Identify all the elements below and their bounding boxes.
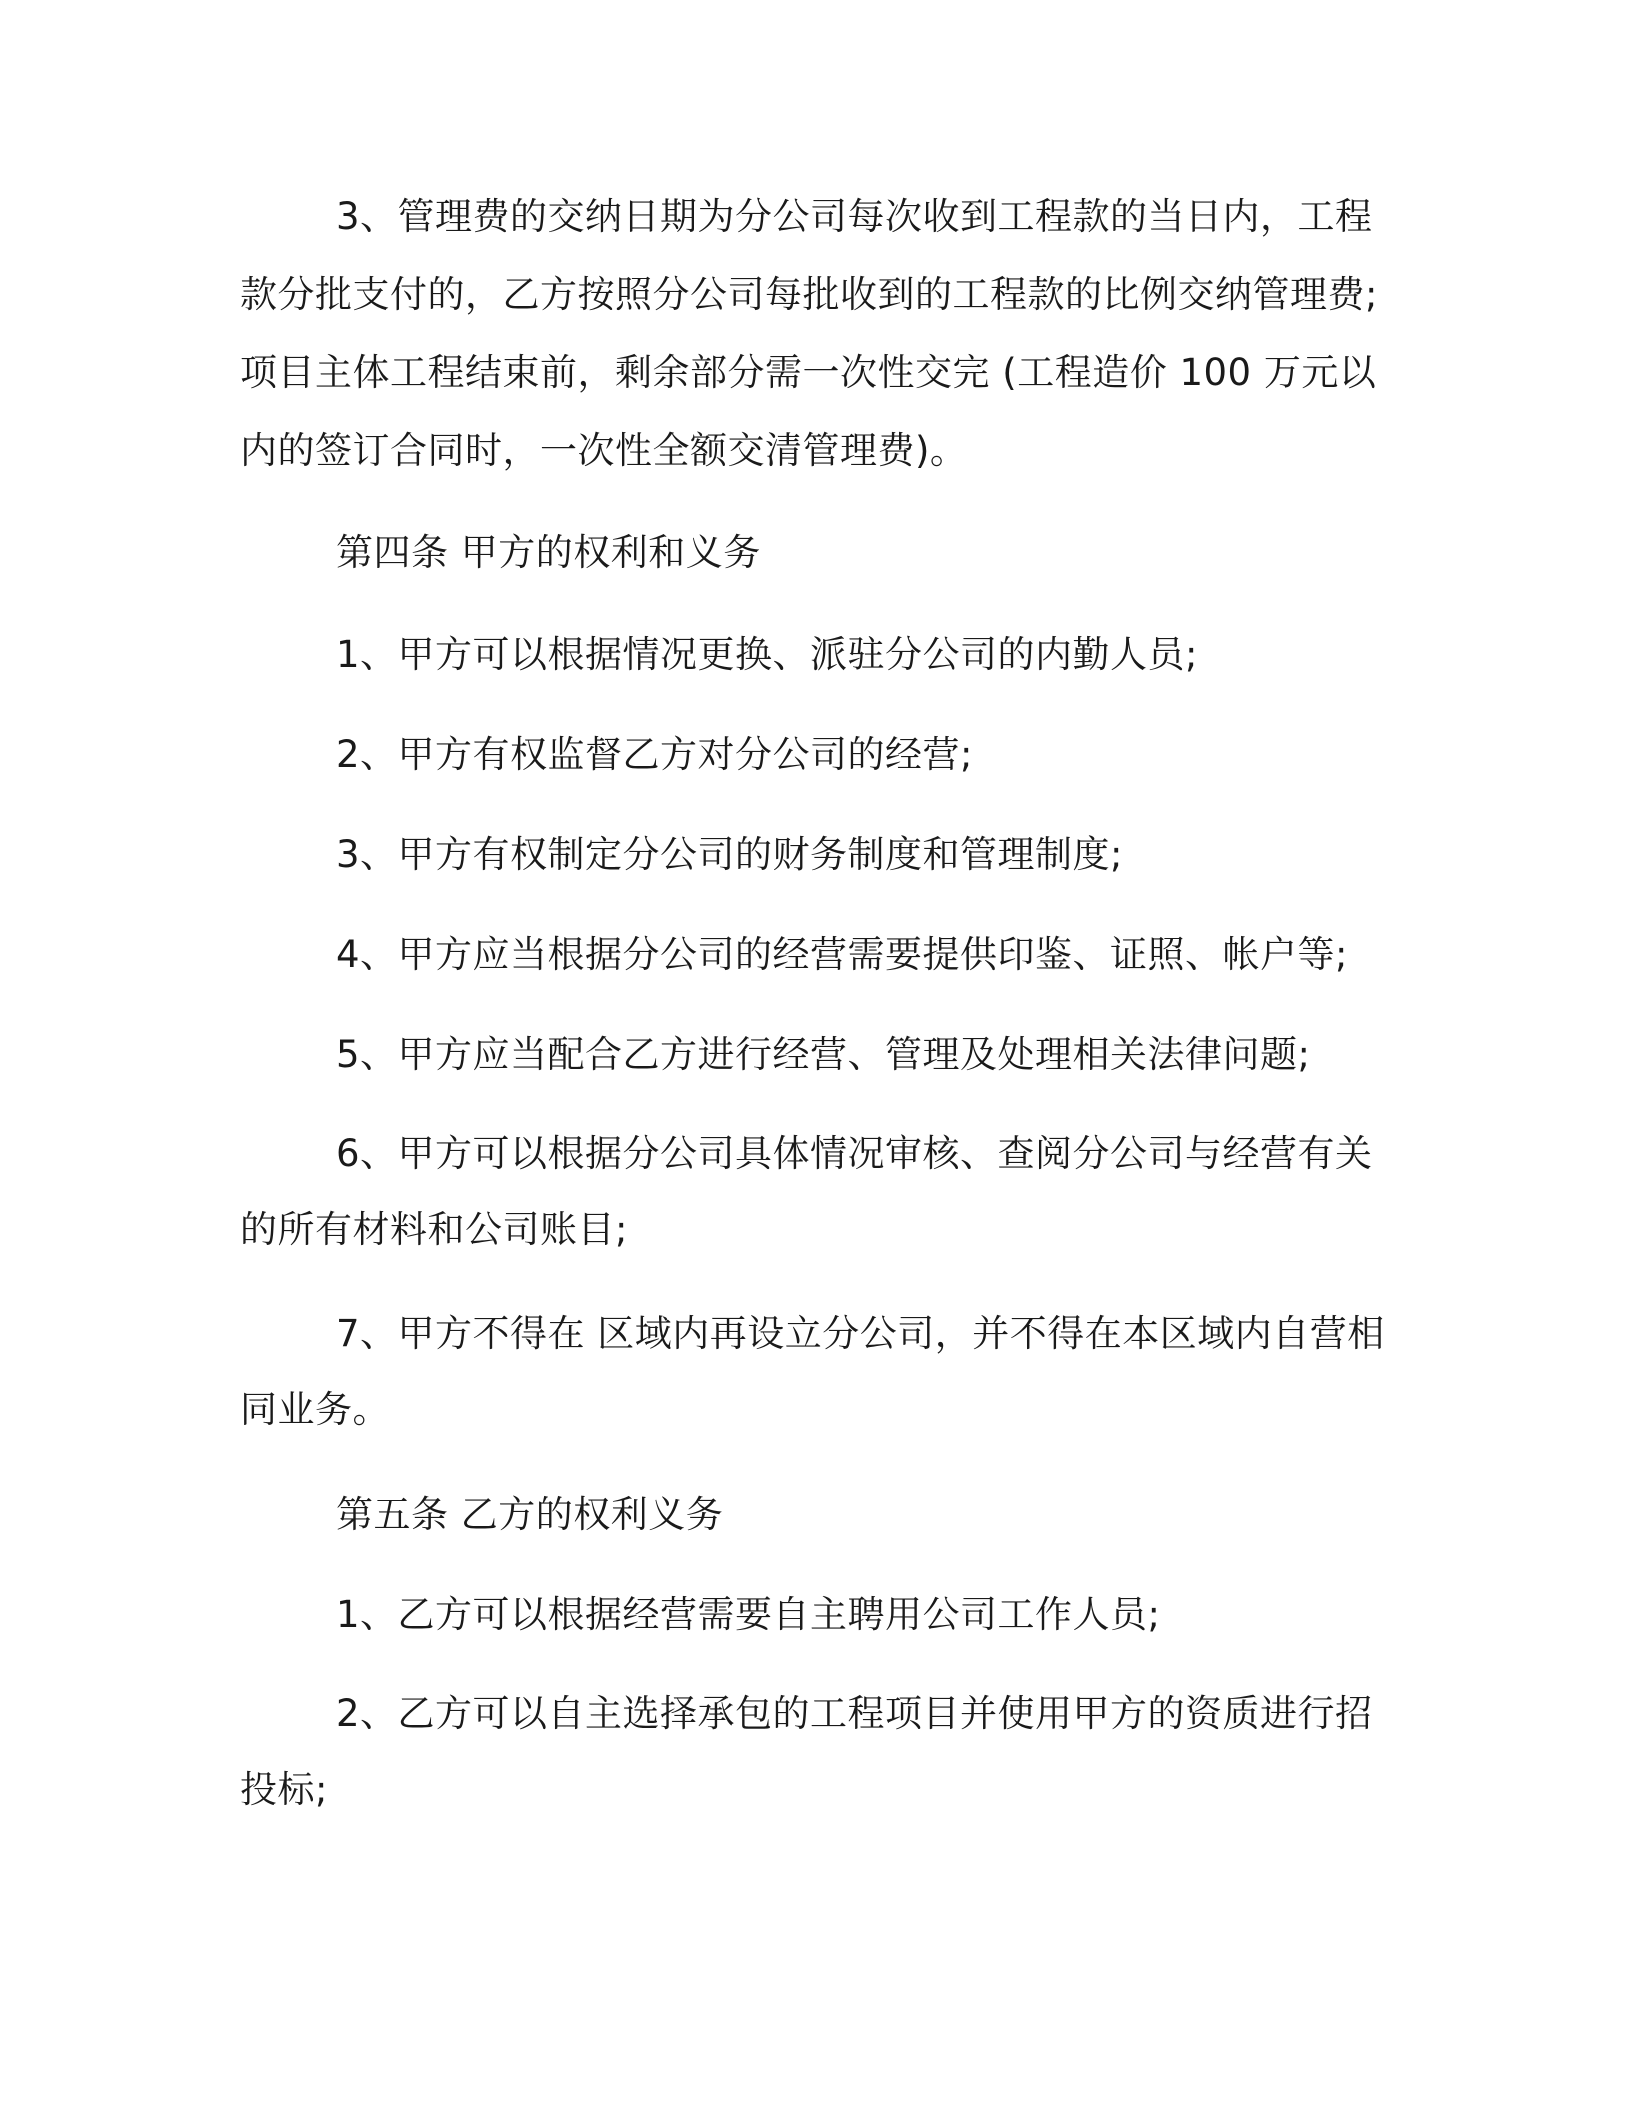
party-b-item-2: 2、乙方可以自主选择承包的工程项目并使用甲方的资质进行招投标;: [240, 1692, 1373, 1811]
party-a-item-3: 3、甲方有权制定分公司的财务制度和管理制度;: [336, 833, 1124, 876]
party-a-item-6: 6、甲方可以根据分公司具体情况审核、查阅分公司与经营有关的所有材料和公司账目;: [240, 1132, 1373, 1251]
article-five-heading: 第五条 乙方的权利义务: [336, 1493, 724, 1536]
party-a-item-4: 4、甲方应当根据分公司的经营需要提供印鉴、证照、帐户等;: [336, 933, 1349, 976]
party-b-item-1: 1、乙方可以根据经营需要自主聘用公司工作人员;: [336, 1593, 1161, 1636]
party-a-item-7: 7、甲方不得在 区域内再设立分公司，并不得在本区域内自营相同业务。: [240, 1312, 1385, 1431]
party-a-item-5: 5、甲方应当配合乙方进行经营、管理及处理相关法律问题;: [336, 1033, 1311, 1076]
paragraph-management-fee-payment: 3、管理费的交纳日期为分公司每次收到工程款的当日内，工程款分批支付的，乙方按照分公司每批收到的工程款的比例交纳管理费;项目主体工程结束前，剩余部分需一次性交完 (工程造价 100 万元以内的签订合同时，一次性全额交清管理费)。: [240, 195, 1378, 472]
article-four-heading: 第四条 甲方的权利和义务: [336, 531, 761, 574]
party-a-item-2: 2、甲方有权监督乙方对分公司的经营;: [336, 733, 974, 776]
document-page: [240, 0, 1390, 2112]
party-a-item-1: 1、甲方可以根据情况更换、派驻分公司的内勤人员;: [336, 633, 1199, 676]
